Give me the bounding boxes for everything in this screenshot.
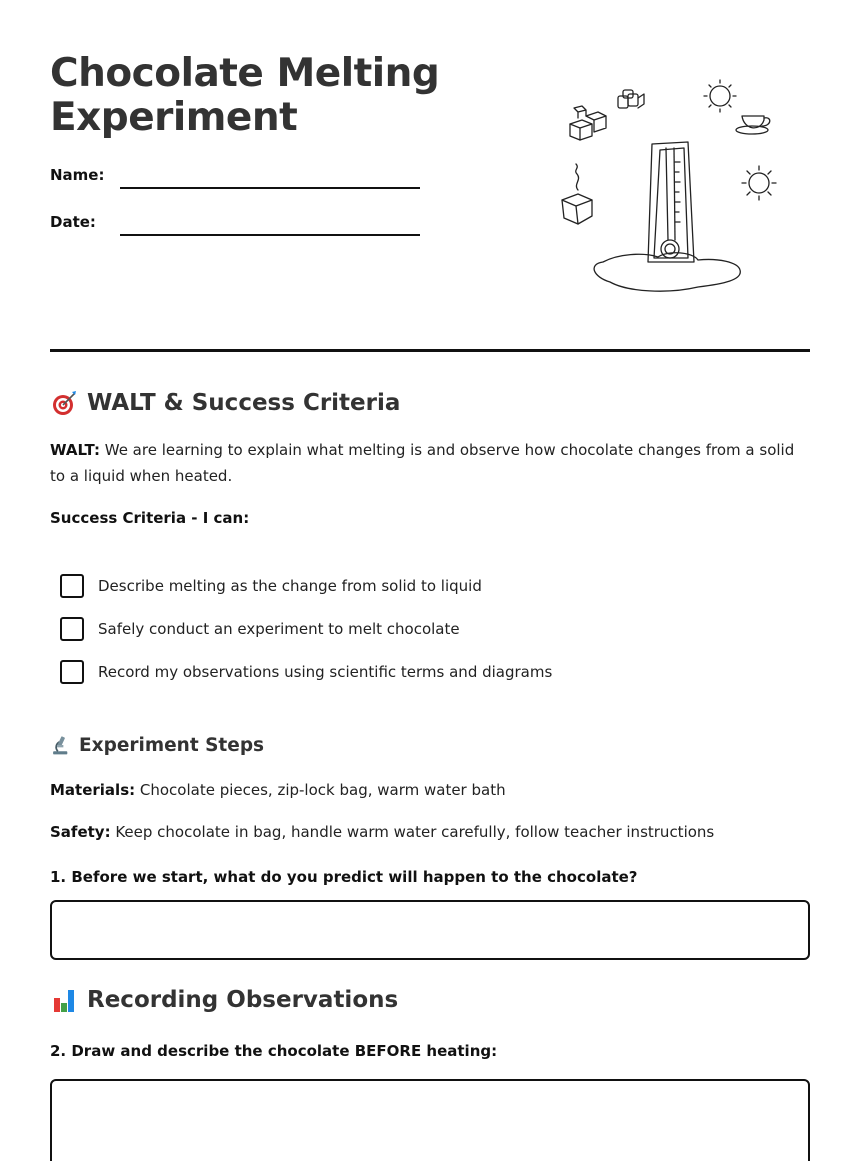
walt-label: WALT:	[50, 441, 100, 459]
title-line-2: Experiment	[50, 95, 298, 140]
walt-section-heading: WALT & Success Criteria	[87, 390, 401, 416]
target-icon	[50, 389, 78, 417]
criteria-item[interactable]	[60, 660, 552, 684]
materials-text: Chocolate pieces, zip-lock bag, warm water bath	[135, 781, 506, 799]
steps-section-title	[50, 733, 264, 757]
microscope-icon	[50, 733, 72, 757]
name-label: Name:	[50, 166, 105, 184]
thermometer-icon	[648, 142, 694, 262]
header-divider	[50, 349, 810, 352]
chocolate-pieces-icon	[618, 90, 644, 108]
criteria-checkbox[interactable]	[60, 617, 84, 641]
criteria-checkbox[interactable]	[60, 660, 84, 684]
melting-illustration	[548, 72, 788, 302]
walt-text: We are learning to explain what melting is and observe how chocolate changes from a solid to a liquid when heated.	[50, 441, 795, 485]
date-label: Date:	[50, 213, 96, 231]
melting-cube-icon	[562, 164, 592, 224]
ice-cubes-icon	[570, 106, 606, 140]
criteria-text: Record my observations using scientific terms and diagrams	[98, 663, 553, 681]
criteria-item[interactable]	[60, 574, 482, 598]
worksheet-title	[50, 52, 470, 140]
safety-label: Safety:	[50, 823, 111, 841]
question-2: 2. Draw and describe the chocolate BEFORE heating:	[50, 1042, 498, 1060]
observations-section-heading: Recording Observations	[87, 987, 399, 1013]
sun-icon	[704, 80, 736, 112]
walt-statement	[50, 437, 810, 489]
steps-section-heading: Experiment Steps	[79, 734, 265, 756]
title-line-1: Chocolate Melting	[50, 51, 440, 96]
name-field[interactable]	[120, 187, 420, 189]
materials-label: Materials:	[50, 781, 136, 799]
question-1: 1. Before we start, what do you predict will happen to the chocolate?	[50, 868, 638, 886]
prediction-answer-box[interactable]	[50, 900, 810, 960]
criteria-item[interactable]	[60, 617, 460, 641]
criteria-text: Describe melting as the change from solid to liquid	[98, 577, 482, 595]
walt-section-title	[50, 389, 400, 417]
criteria-text: Safely conduct an experiment to melt chocolate	[98, 620, 460, 638]
observations-section-title	[50, 986, 398, 1014]
teacup-icon	[736, 116, 770, 134]
materials-line	[50, 777, 810, 803]
bar-chart-icon	[50, 986, 78, 1014]
safety-line	[50, 819, 810, 845]
before-heating-answer-box[interactable]	[50, 1079, 810, 1161]
criteria-checkbox[interactable]	[60, 574, 84, 598]
success-criteria-heading: Success Criteria - I can:	[50, 509, 250, 527]
safety-text: Keep chocolate in bag, handle warm water carefully, follow teacher instructions	[110, 823, 715, 841]
date-field[interactable]	[120, 234, 420, 236]
sun-icon	[742, 166, 776, 200]
